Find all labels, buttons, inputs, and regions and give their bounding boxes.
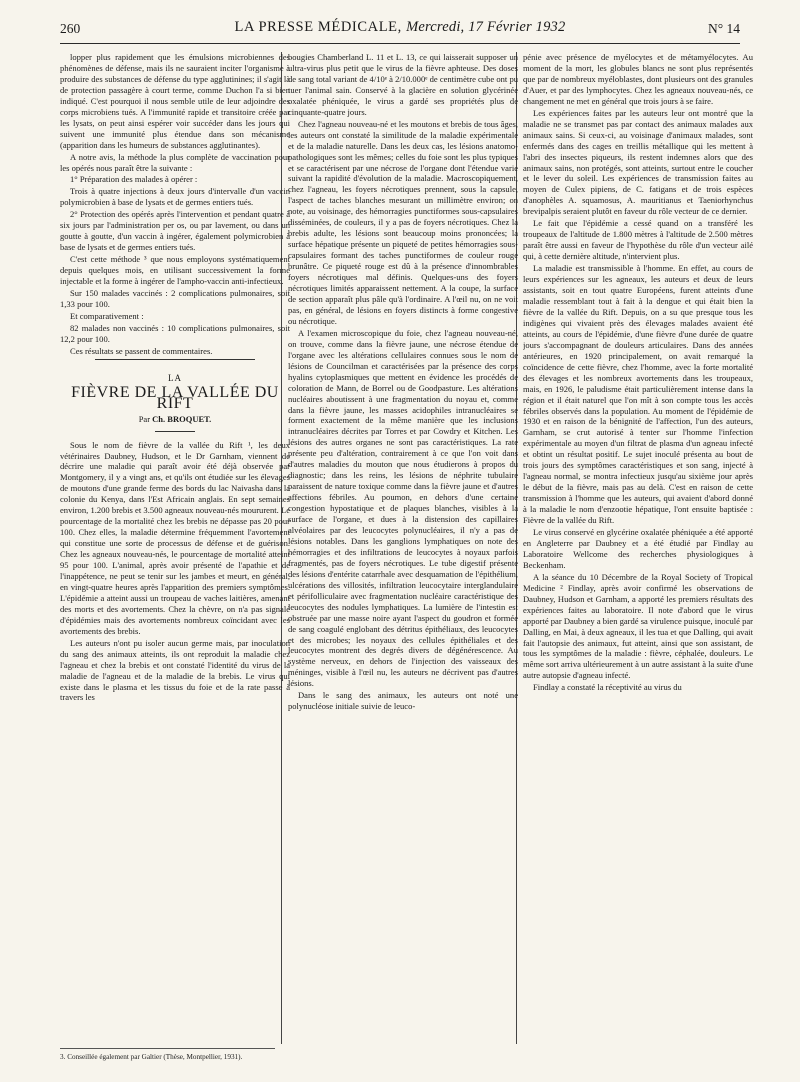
paragraph: Les expériences faites par les auteurs leur ont montré que la maladie ne se transmet pas par contact des animaux malades aux animaux sains. Si ceux-ci, au voisinage d'animaux malades, sont enfermés dans des cages en treillis métallique qui les mettent à l'abri des insectes piqueurs, ils restent indemnes alors que des animaux sains, non protégés, sont atteints, surtout entre le coucher et le lever du soleil. Les expériences de transmission faites au moyen de Culex pipiens, de C. fatigans et de trois espèces d'anophèles A. squamosus, A. mauritianus et Taeniorhynchus brevipalpis seraient plutôt en faveur du rôle vecteur de ce dernier. bbox=[523, 107, 753, 217]
paragraph: Ces résultats se passent de commentaires. bbox=[70, 345, 213, 356]
page-number: 260 bbox=[60, 21, 81, 36]
paragraph: 82 malades non vaccinés : 10 complications pulmonaires, soit 12,2 pour 100. bbox=[60, 322, 290, 344]
paragraph: Trois à quatre injections à deux jours d'intervalle d'un vaccin polymicrobien à base de lysats et de germes entiers tués. bbox=[60, 186, 290, 208]
column-3 bbox=[523, 52, 753, 1044]
paragraph: A l'examen microscopique du foie, chez l'agneau nouveau-né, on trouve, comme dans la fièvre jaune, une nécrose étendue de l'organe avec les altérations cellulaires connues sous le nom de lésions de Councilman et caractérisées par la présence des corps hyalins cytoplasmiques que mettent en évidence les procédés de coloration de Mann, de Borrel ou de Goodpasture. Les altérations nucléaires aboutissent à une fragmentation du noyau et, comme dans la fièvre jaune, les masses acidophiles intranucléaires se forment exactement de la même manière que les inclusions intranucléaires décrites par Torres et par Cowdry et Kitchen. Les lésions des autres organes ne sont pas caractéristiques. La rate présente peu d'altération, contrairement à ce que l'on voit dans d'autres maladies du mouton que nous étudierons à propos du diagnostic; dans les reins, les lésions de néphrite tubulaire paraissent de nature toxique comme dans la fièvre jaune et d'autres affections fébriles. Au poumon, en dehors d'une certaine congestion hypostatique et de plaques blanches, visibles à la surface de l'organe, et dues à la distension des capillaires alvéolaires par des leucocytes polynucléaires, il n'y a pas de lésions notables. Dans les ganglions lymphatiques on note des hémorragies et des infiltrations de leucocytes à noyaux parfois fragmentés, pas de foyers nécrotiques. Le tube digestif présente des lésions d'entérite catarrhale avec desquamation de l'épithélium, ulcérations des villosités, infiltration leucocytaire interglandulaire et périfolliculaire avec fragmentation nucléaire caractéristique des leucocytes des nodules lymphatiques. La lumière de l'intestin est obstruée par une masse noire ayant l'aspect du goudron et formée de sang coagulé englobant des détritus épithéliaux, des leucocytes et des microbes; les noyaux des cellules épithéliales et des leucocytes montrent des degrés divers de dégénérescence. Au système nerveux, en dehors de l'injection des vaisseaux des méninges, visible à l'œil nu, les auteurs ne décrivent pas d'autres lésions. bbox=[288, 327, 518, 689]
article-byline bbox=[60, 414, 290, 425]
paragraph: Sous le nom de fièvre de la vallée du Rift ¹, les deux vétérinaires Daubney, Hudson, et le Dr Garnham, viennent de décrire une maladie qui paraît avoir été déjà observée par Montgomery, il y a vingt ans, et qu'ils ont étudiée sur les élevages de moutons d'une grande ferme des bords du lac Naivasha dans la colonie du Kenya, dans l'Est Africain anglais. En sept semaines environ, 1.200 brebis et 3.500 agneaux nouveau-nés moururent. Le pourcentage de la mortalité chez les brebis ne dépasse pas 20 pour 100. Chez elles, la maladie détermine fréquemment l'avortement qui constitue une sorte de processus de défense et de guérison. Chez les agneaux nouveau-nés, le pourcentage de mortalité atteint 95 pour 100. L'animal, après avoir présenté de l'apathie et de l'inappétence, ne peut se tenir sur les jambes et meurt, en général, en vingt-quatre heures après l'apparition des premiers symptômes. L'épidémie a atteint aussi un troupeau de vaches laitières, amenant des morts et des avortements. Chez la chèvre, on n'a pas signalé d'épidémies mais des avortements nombreux coïncidant avec les avortements des brebis. bbox=[60, 439, 290, 636]
paragraph: Dans le sang des animaux, les auteurs ont noté une polynucléose initiale suivie de leuco- bbox=[288, 690, 518, 712]
paragraph: bougies Chamberland L. 11 et L. 13, ce qui laisserait supposer un ultra-virus plus petit que le virus de la fièvre aphteuse. Des doses de sang total variant de 4/10ᵉ à 2/10.000ᵉ de centimètre cube ont pu tuer l'animal sain. Conservé à la glacière en solution glycérinée oxalatée phéniquée, le virus a gardé ses propriétés plus de cinquante-quatre jours. bbox=[288, 52, 518, 117]
paragraph: 1° Préparation des malades à opérer : bbox=[70, 174, 198, 185]
paragraph: La maladie est transmissible à l'homme. En effet, au cours de leurs expériences sur les agneaux, les auteurs et deux de leurs assistants, soit en tout quatre Européens, furent atteints d'une maladie ressemblant tout à fait à la dengue et qui était bien la fièvre de la vallée du Rift. Depuis, on a su que presque tous les indigènes qui vivaient près des élevages malades avaient été atteints, au cours de l'épidémie, d'une fièvre d'une durée de quatre jours s'accompagnant de douleurs articulaires. Dans des années antérieures, en 1920 principalement, on avait remarqué la coïncidence de cette fièvre, chez l'homme, avec la forte mortalité des élevages et les nombreux avortements dans les troupeaux, mais, en 1926, le paludisme était particulièrement intense dans la région et il était naturel que l'on mît à son compte tous les accès fébriles observés dans la population. Au moment de l'épidémie de 1930 et en raison de la bénignité de l'affection, l'un des auteurs, Garnham, se crut autorisé à tenter sur l'homme l'infection expérimentale au moyen d'un filtrat de plasma d'un agneau infecté et obtint un résultat positif. Le sujet inoculé présenta au bout de trois jours des symptômes caractéristiques et son sang, injecté à l'agneau normal, se montra infectieux jusqu'au sixième jour après le début de la fièvre, mais pas au delà. C'est en raison de cette transmission à l'homme que les auteurs, qui avaient d'abord donné à la maladie le nom d'enzootie hépatique, l'ont ensuite baptisée : Fièvre de la vallée du Rift. bbox=[523, 263, 753, 526]
journal-title-line bbox=[60, 19, 740, 36]
column-1 bbox=[60, 52, 290, 1047]
paragraph: Et comparativement : bbox=[70, 310, 144, 321]
paragraph: Le virus conservé en glycérine oxalatée phéniquée a été apporté en Angleterre par Daubney et a été étudié par Findlay au Laboratoire Wellcome des recherches physiologiques à Beckenham. bbox=[523, 526, 753, 570]
paragraph: Les auteurs n'ont pu isoler aucun germe mais, par inoculation du sang des animaux atteints, ils ont reproduit la maladie chez l'agneau et chez la brebis et ont constaté l'identité du virus de la maladie de l'agneau et de la maladie de la brebis. Le virus qui existe dans le plasma et les tissus du foie et de la rate passe à travers les bbox=[60, 637, 290, 703]
paragraph: A la séance du 10 Décembre de la Royal Society of Tropical Medicine ² Findlay, après avoir confirmé les observations de Daubney, Hudson et Garnham, a apporté les premiers résultats des expériences faites au laboratoire. Il note d'abord que le virus apporté par Daubney a bien gardé sa virulence puisque, inoculé par Dalling, en Mai, à deux agneaux, il les tua et que Dalling, qui avait fait l'autopsie des animaux, fut atteint, ainsi que son assistant, de tous les symptômes de la maladie : fièvre, céphalée, douleurs. Le même sort arriva ultérieurement à un autre assistant à la suite d'une autre autopsie d'agneau infecté. bbox=[523, 571, 753, 681]
article-kicker: LA bbox=[168, 372, 182, 383]
paragraph: A notre avis, la méthode la plus complète de vaccination pour les opérés nous paraît être la suivante : bbox=[60, 151, 290, 173]
article-title: FIÈVRE DE LA VALLÉE DU RIFT bbox=[71, 383, 279, 412]
issue-number: N° 14 bbox=[707, 21, 740, 36]
footnote: 3. Conseillée également par Galtier (Thèse, Montpellier, 1931). bbox=[60, 1048, 275, 1062]
heading-rule bbox=[95, 359, 255, 360]
article-heading bbox=[60, 359, 290, 432]
column-2 bbox=[288, 52, 518, 1042]
paragraph: lopper plus rapidement que les émulsions microbiennes des phénomènes de défense, mais ils ne sauraient inciter l'organisme à produire des substances de défense du type agglutinines; il s'agit là de protection passagère à court terme, comme Duchon l'a si bien indiqué. C'est pourquoi il nous semble utile de leur adjoindre des corps microbiens tués. A l'immunité rapide et transitoire créée par les lysats, on peut ainsi espérer voir succéder dans les jours qui suivent une immunité plus étendue dans son mécanisme (apparition dans les humeurs de substances agglutinantes). bbox=[60, 52, 290, 150]
running-header bbox=[60, 19, 740, 44]
paragraph: 2° Protection des opérés après l'intervention et pendant quatre à six jours par l'administration per os, ou par lavement, ou dans un goutte à goutte, d'un vaccin à ingérer, également polymicrobien à base de lysats et de germes entiers tués. bbox=[60, 209, 290, 253]
paragraph: Findlay a constaté la réceptivité au virus du bbox=[533, 682, 682, 693]
paragraph: Chez l'agneau nouveau-né et les moutons et brebis de tous âges, les auteurs ont constaté la similitude de la maladie expérimentale et de la maladie naturelle. Dans les deux cas, les lésions anatomo-pathologiques sont les mêmes; celles du foie sont les plus typiques et se caractérisent par une nécrose de l'organe dont l'étendue varie suivant la rapidité d'évolution de la maladie. Macroscopiquement, chez l'agneau, les foyers nécrotiques prennent, sous la capsule, l'aspect de taches blanches mesurant un millimètre environ; on note, au voisinage, des hémorragies punctiformes sous-capsulaires disséminées, de couleurs, il y a pas de foyers nécrotiques. Chez la brebis adulte, les lésions sont beaucoup moins prononcées; la surface hépatique présente un piqueté de petites hémorragies sous-capsulaires formant des taches punctiformes de couleur rouge brunâtre. Ce piqueté rouge est dû à la présence d'innombrables foyers nécrotiques mal définis. Quelques-uns des foyers nécrotiques limités apparaissent nettement. A la coupe, la surface de section apparaît plus pâle qu'à l'ordinaire. A l'œil nu, on ne voit pas, en général, de lésions en foyers distincts à forme congestive ou nécrotique. bbox=[288, 118, 518, 326]
paragraph: C'est cette méthode ³ que nous employons systématiquement depuis quelques mois, en utilisant successivement la forme injectable et la forme à ingérer de l'ampho-vaccin anti-infectieux. bbox=[60, 254, 290, 287]
heading-rule bbox=[155, 431, 195, 432]
paragraph: Le fait que l'épidémie a cessé quand on a transféré les troupeaux de l'altitude de 1.800 mètres à l'altitude de 2.500 mètres paraît être aussi en faveur de l'hypothèse du rôle d'un vecteur ailé qui, à cette dernière altitude, n'intervient plus. bbox=[523, 218, 753, 262]
byline-author: Ch. BROQUET. bbox=[152, 413, 212, 424]
journal-name: LA PRESSE MÉDICALE, bbox=[234, 19, 402, 35]
issue-date: Mercredi, 17 Février 1932 bbox=[406, 19, 566, 35]
paragraph: Sur 150 malades vaccinés : 2 complications pulmonaires, soit 1,33 pour 100. bbox=[60, 288, 290, 309]
byline-par: Par bbox=[138, 413, 151, 424]
paragraph: pénie avec présence de myélocytes et de métamyélocytes. Au moment de la mort, les globules blancs ne sont plus représentés que par de nombreux myéloblastes, dont plusieurs ont des granules d'Auer, et par des lymphocytes. Chez les agneaux nouveau-nés, ce changement ne met en général que trois jours à se faire. bbox=[523, 52, 753, 106]
